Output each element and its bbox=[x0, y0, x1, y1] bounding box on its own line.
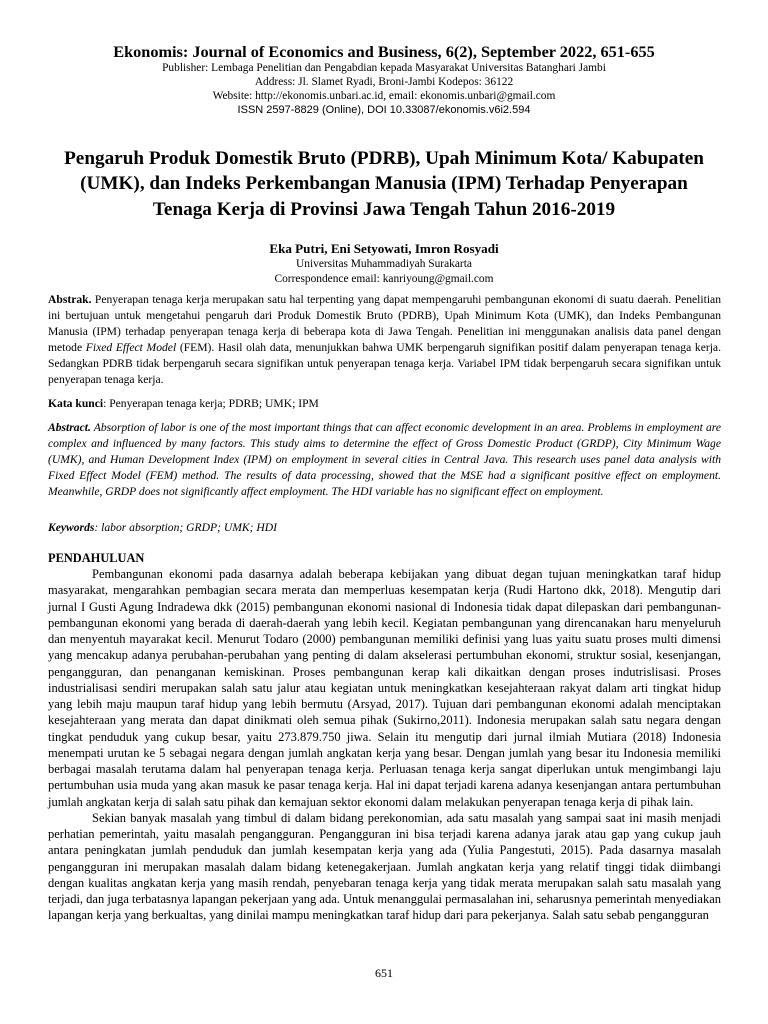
intro-paragraph-1: Pembangunan ekonomi pada dasarnya adalah beberapa kebijakan yang dibuat degan tujuan meningkatkan taraf hidup masyarakat, mengarahkan pembagian secara merata dan memperluas kesempatan kerja (Rudi Hartono dkk, 2018). Mengutip dari jurnal I Gusti Agung Indradewa dkk (2015) pembangunan ekonomi nasional di Indonesia tidak dapat dilepaskan dari pembangunan-pembangunan ekonomi yang berada di daerah-daerah yang lebih kecil. Kegiatan pembangunan yang direncanakan haru menyeluruh dan menyentuh mayarakat kecil. Menurut Todaro (2000) pembangunan memiliki definisi yang luas yaitu suatu proses multi dimensi yang mencakup adanya perubahan-perubahan yang penting di dalam akselerasi pertumbuhan ekonomi, struktur sosial, kesenjangan, pengangguran, dan penanganan kemiskinan. Proses pembangunan kerap kali dikaitkan dengan proses indutrislisasi. Proses industrialisasi sendiri merupakan salah satu jalur atau kegiatan untuk meningkatkan kesejahteraan rakyat dalam arti tingkat hidup yang lebih maju maupun taraf hidup yang lebih bermutu (Arsyad, 2017). Tujuan dari pembangunan ekonomi adalah menciptakan kesejahteraan yang merata dan dapat dinikmati oleh semua pihak (Sukirno,2011). Indonesia merupakan salah satu negara dengan tingkat penduduk yang cukup besar, yaitu 273.879.750 jiwa. Selain itu mengutip dari jurnal ilmiah Mutiara (2018) Indonesia menempati urutan ke 5 sebagai negara dengan jumlah angkatan kerja yang besar. Dengan jumlah yang besar itu Indonesia memiliki berbagai masalah terutama dalam hal penyerapan tenaga kerja. Perluasan tenaga kerja sangat diperlukan untuk mengimbangi laju pertumbuhan usia muda yang akan masuk ke pasar tenaga kerja. Hal ini dapat terjadi karena adanya kesenjangan antara pertumbuhan jumlah angkatan kerja di salah satu pihak dan kemajuan sektor ekonomi dalam melakukan penyerapan tenaga kerja di pihak lain. bbox=[48, 567, 721, 809]
abstract-paragraph bbox=[48, 420, 721, 500]
keywords-text: : labor absorption; GRDP; UMK; HDI bbox=[94, 521, 277, 534]
publisher-line: Publisher: Lembaga Penelitian dan Pengabdian kepada Masyarakat Universitas Batanghari Jambi bbox=[162, 62, 606, 74]
journal-title: Ekonomis: Journal of Economics and Business, 6(2), September 2022, 651-655 bbox=[113, 42, 655, 61]
abstract-label: Abstract. bbox=[48, 421, 91, 434]
journal-header bbox=[0, 0, 768, 118]
paper-title: Pengaruh Produk Domestik Bruto (PDRB), Upah Minimum Kota/ Kabupaten (UMK), dan Indeks Perkembangan Manusia (IPM) Terhadap Penyerapan Tenaga Kerja di Provinsi Jawa Tengah Tahun 2016-2019 bbox=[64, 147, 704, 220]
intro-paragraph-2: Sekian banyak masalah yang timbul di dalam bidang perekonomian, ada satu masalah yang sampai saat ini masih menjadi perhatian pemerintah, yaitu masalah pengangguran. Pengangguran ini bisa terjadi karena adanya jarak atau gap yang cukup jauh antara peningkatan jumlah penduduk dan jumlah kesempatan kerja yang ada (Yulia Pangestuti, 2015). Pada dasarnya masalah pengangguran ini merupakan masalah dalam bidang ketenegakerjaan. Jumlah angkatan kerja yang relatif tinggi tidak diimbangi dengan kualitas angkatan kerja yang masih rendah, penyebaran tenaga kerja yang tidak merata merupakan salah satu masalah yang terjadi, dan juga terbatasnya lapangan pekerjaan yang ada. Untuk menanggulai permasalahan ini, seharusnya pemerintah menyediakan lapangan kerja yang berkualtas, yang dinilai mampu meningkatkan taraf hidup dari para pekerjanya. Salah satu sebab pengangguran bbox=[48, 810, 721, 923]
kata-kunci-text: : Penyerapan tenaga kerja; PDRB; UMK; IPM bbox=[103, 397, 319, 410]
kata-kunci-line bbox=[48, 396, 721, 412]
address-line: Address: Jl. Slamet Ryadi, Broni-Jambi Kodepos: 36122 bbox=[254, 75, 514, 88]
affiliation: Universitas Muhammadiyah Surakarta bbox=[296, 258, 472, 271]
website-line[interactable]: Website: http://ekonomis.unbari.ac.id, email: ekonomis.unbari@gmail.com bbox=[212, 89, 556, 102]
authors: Eka Putri, Eni Setyowati, Imron Rosyadi bbox=[269, 241, 499, 257]
section-heading: PENDAHULUAN bbox=[48, 551, 145, 565]
correspondence-email[interactable]: Correspondence email: kanriyoung@gmail.com bbox=[274, 273, 494, 286]
issn-doi-line[interactable]: ISSN 2597-8829 (Online), DOI 10.33087/ekonomis.v6i2.594 bbox=[237, 103, 531, 116]
abstrak-text-a: Penyerapan tenaga kerja merupakan satu hal terpenting yang dapat mempengaruhi pembangunan ekonomi di suatu daerah. Penelitian ini bertujuan untuk mengetahui pengaruh dari Produk Domestik Bruto (PDRB), Upah Minimum Kota (UMK), dan Indeks Pembangunan Manusia (IPM) terhadap penyerapan tenaga kerja di beberapa kota di Jawa Tengah. Penelitian ini menggunakan analisis data panel dengan metode bbox=[48, 293, 721, 354]
kata-kunci-label: Kata kunci bbox=[48, 397, 104, 410]
abstrak-text-b: (FEM). Hasil olah data, menunjukkan bahwa UMK berpengaruh signifikan positif dalam penyerapan tenaga kerja. Sedangkan PDRB tidak berpengaruh secara signifikan untuk penyerapan tenaga kerja. Variabel IPM tidak berpengaruh secara signifikan untuk penyerapan tenaga kerja. bbox=[48, 341, 721, 386]
abstrak-paragraph bbox=[48, 292, 721, 388]
introduction-body bbox=[48, 566, 721, 924]
abstrak-label: Abstrak. bbox=[48, 293, 92, 306]
keywords-line bbox=[48, 520, 721, 536]
abstract-text: Absorption of labor is one of the most important things that can affect economic development in an area. Problems in employment are complex and influenced by many factors. This study aims to determine the effect of Gross Domestic Product (GRDP), City Minimum Wage (UMK), and Human Development Index (IPM) on employment in several cities in Central Java. This research uses panel data analysis with Fixed Effect Model (FEM) method. The results of data processing, showed that the MSE had a significant positive effect on employment. Meanwhile, GRDP does not significantly affect employment. The HDI variable has no significant effect on employment. bbox=[48, 421, 721, 498]
keywords-label: Keywords bbox=[48, 521, 95, 534]
abstrak-method: Fixed Effect Model bbox=[85, 341, 177, 354]
page-number: 651 bbox=[375, 966, 393, 980]
